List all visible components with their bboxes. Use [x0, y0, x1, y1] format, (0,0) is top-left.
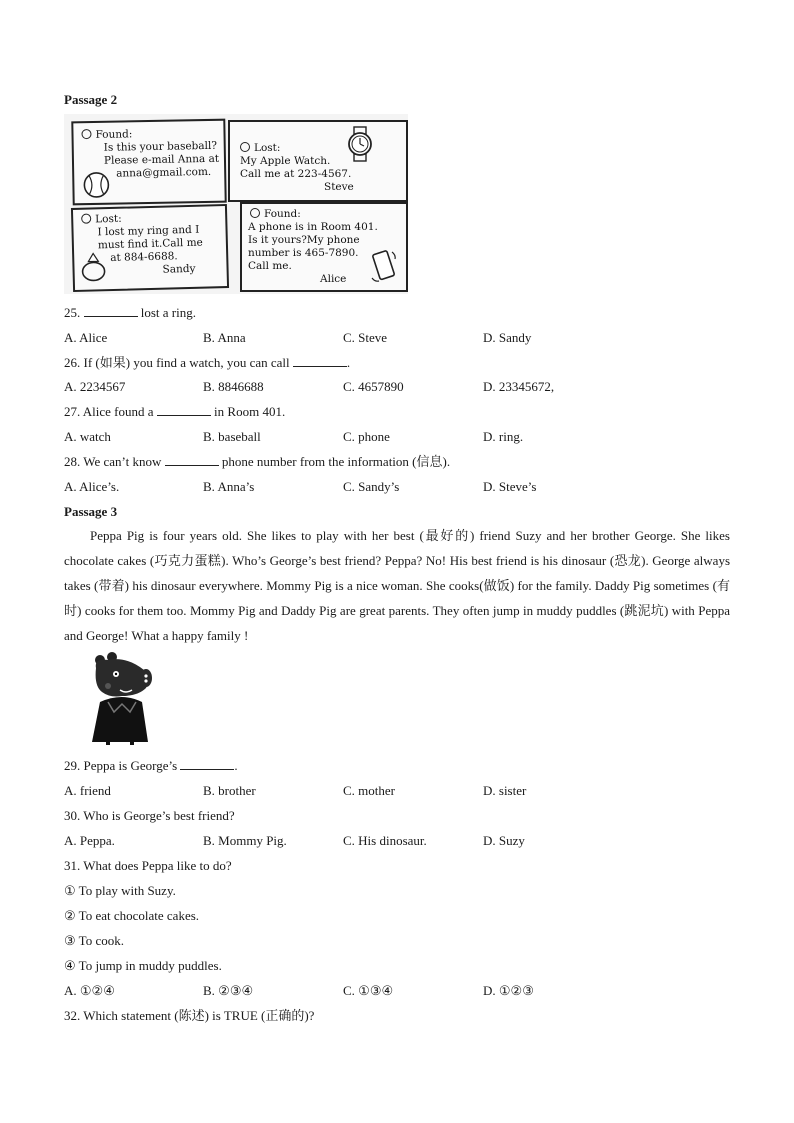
notice-found-baseball [71, 119, 226, 206]
option-a[interactable]: A. 2234567 [64, 379, 126, 394]
pin-icon [81, 129, 91, 139]
passage-2-title: Passage 2 [64, 92, 118, 107]
question-27: 27. Alice found a in Room 401. [64, 404, 286, 419]
option-a[interactable]: A. Peppa. [64, 833, 115, 848]
option-a[interactable]: A. watch [64, 429, 111, 444]
notice-line: A phone is in Room 401. [248, 221, 378, 233]
notice-signature: Alice [320, 273, 347, 285]
option-c[interactable]: C. Sandy’s [343, 479, 400, 494]
pin-icon [240, 142, 250, 152]
option-a[interactable]: A. friend [64, 783, 111, 798]
notice-heading: Lost: [95, 212, 122, 226]
notice-line: must find it.Call me [97, 236, 203, 252]
option-a[interactable]: A. Alice [64, 330, 108, 345]
option-c[interactable]: C. mother [343, 783, 395, 798]
watch-icon [342, 126, 378, 162]
question-30: 30. Who is George’s best friend? [64, 808, 235, 823]
notice-line: I lost my ring and I [97, 223, 200, 239]
answer-blank [293, 356, 347, 367]
option-c[interactable]: C. 4657890 [343, 379, 404, 394]
pin-icon [81, 214, 91, 224]
ring-icon [78, 249, 109, 286]
notice-line: Call me at 223-4567. [240, 168, 352, 180]
option-b[interactable]: B. Mommy Pig. [203, 833, 287, 848]
option-b[interactable]: B. 8846688 [203, 379, 264, 394]
option-a[interactable]: A. ①②④ [64, 983, 115, 998]
notice-line: at 884-6688. [110, 250, 178, 265]
notices-image [64, 114, 408, 294]
notice-line: Call me. [248, 260, 292, 272]
option-d[interactable]: D. Suzy [483, 833, 525, 848]
option-b[interactable]: B. Anna [203, 330, 246, 345]
q31-item-4: ④ To jump in muddy puddles. [64, 958, 222, 973]
option-d[interactable]: D. ring. [483, 429, 524, 444]
option-d[interactable]: D. Steve’s [483, 479, 537, 494]
option-b[interactable]: B. brother [203, 783, 256, 798]
question-25: 25. lost a ring. [64, 305, 196, 320]
notice-found-phone [240, 202, 408, 292]
notice-line: Please e-mail Anna at [103, 152, 220, 167]
q31-item-2: ② To eat chocolate cakes. [64, 908, 200, 923]
notice-heading: Found: [264, 208, 301, 220]
question-31: 31. What does Peppa like to do? [64, 858, 232, 873]
answer-blank [165, 455, 219, 466]
option-a[interactable]: A. Alice’s. [64, 479, 120, 494]
option-b[interactable]: B. baseball [203, 429, 261, 444]
q31-item-1: ① To play with Suzy. [64, 883, 176, 898]
passage-3-text: Peppa Pig is four years old. She likes to play with her best (最好的) friend Suzy and her brother George. She likes chocolate cakes (巧克力蛋糕). Who’s George’s best friend? Peppa? No! His best friend is his dinosaur (恐龙). George always takes (带着) his dinosaur everywhere. Mommy Pig is a nice woman. She cooks(做饭) for the family. Daddy Pig sometimes (有时) cooks for them too. Mommy Pig and Daddy Pig are great parents. They often jump in muddy puddles (跳泥坑) with Peppa and George! What a happy family ! [64, 528, 730, 643]
option-d[interactable]: D. 23345672, [483, 379, 555, 394]
notice-heading: Lost: [254, 142, 281, 154]
notice-signature: Steve [324, 181, 354, 193]
notice-line: number is 465-7890. [248, 247, 359, 259]
pin-icon [250, 208, 260, 218]
option-c[interactable]: C. phone [343, 429, 390, 444]
notice-line: Is this your baseball? [103, 139, 218, 154]
question-26: 26. If (如果) you find a watch, you can call . [64, 355, 351, 370]
notice-heading: Found: [95, 128, 133, 141]
answer-blank [180, 759, 234, 770]
answer-blank [84, 306, 138, 317]
phone-icon [370, 248, 398, 286]
notice-signature: Sandy [162, 262, 196, 276]
option-c[interactable]: C. Steve [343, 330, 388, 345]
option-d[interactable]: D. Sandy [483, 330, 532, 345]
option-d[interactable]: D. ①②③ [483, 983, 534, 998]
option-b[interactable]: B. Anna’s [203, 479, 255, 494]
notice-lost-watch [228, 120, 408, 202]
notice-line: anna@gmail.com. [116, 165, 212, 180]
notice-lost-ring [71, 204, 229, 292]
option-b[interactable]: B. ②③④ [203, 983, 254, 998]
peppa-pig-illustration [86, 652, 156, 746]
baseball-icon [82, 171, 110, 199]
question-32: 32. Which statement (陈述) is TRUE (正确的)? [64, 1008, 315, 1023]
option-c[interactable]: C. ①③④ [343, 983, 394, 998]
q31-item-3: ③ To cook. [64, 933, 124, 948]
notice-line: Is it yours?My phone [248, 234, 360, 246]
passage-3-title: Passage 3 [64, 504, 118, 519]
option-d[interactable]: D. sister [483, 783, 527, 798]
option-c[interactable]: C. His dinosaur. [343, 833, 427, 848]
question-28: 28. We can’t know phone number from the information (信息). [64, 454, 451, 469]
answer-blank [157, 405, 211, 416]
question-29: 29. Peppa is George’s . [64, 758, 238, 773]
notice-line: My Apple Watch. [240, 155, 331, 167]
